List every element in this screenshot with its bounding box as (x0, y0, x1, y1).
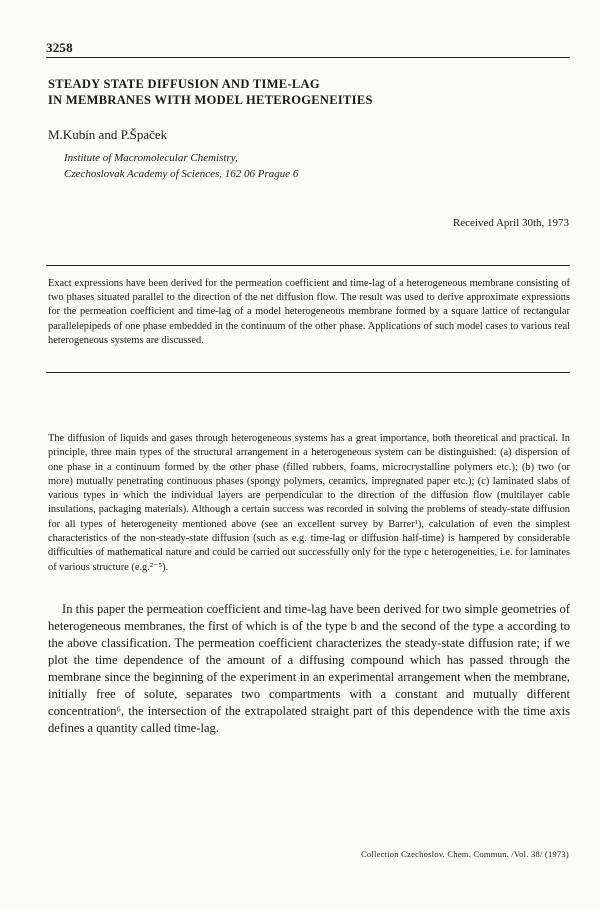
title-line-1: STEADY STATE DIFFUSION AND TIME-LAG (48, 77, 320, 91)
authors: M.Kubín and P.Špaček (48, 127, 168, 142)
title-line-2: IN MEMBRANES WITH MODEL HETEROGENEITIES (48, 93, 373, 107)
abstract-bottom-rule (46, 372, 570, 373)
affiliation-line-1: Institute of Macromolecular Chemistry, (64, 152, 238, 164)
article-title (48, 76, 568, 108)
page-number: 3258 (46, 40, 73, 55)
body-paragraph: In this paper the permeation coefficient and time-lag have been derived for two simple geometries of heterogeneous membranes, the first of which is of the type b and the second of the type a according to the above classification. The permeation coefficient characterizes the steady-state diffusion rate; if we plot the time dependence of the amount of a diffusing compound which has passed through the membrane since the beginning of the experiment in an experimental arrangement when the membrane, initially free of solute, separates two compartments with a constant and mutually different concentration⁶, the intersection of the extrapolated straight part of this dependence with the time axis defines a quantity called time-lag. (48, 602, 570, 735)
affiliation (64, 150, 544, 182)
header-rule (46, 57, 570, 58)
abstract: Exact expressions have been derived for the permeation coefficient and time-lag of a heterogeneous membrane consisting of two phases situated parallel to the direction of the net diffusion flow. The result was used to derive approximate expressions for the permeation coefficient and time-lag of a model heterogeneous membrane formed by a square lattice of rectangular parallelepipeds of one phase embedded in the continuum of the other phase. Applications of such model cases to various real heterogeneous systems are discussed. (48, 278, 570, 346)
journal-footer: Collection Czechoslov. Chem. Commun. /Vol. 38/ (1973) (360, 849, 569, 859)
affiliation-line-2: Czechoslovak Academy of Sciences, 162 06 Prague 6 (64, 168, 299, 180)
received-date: Received April 30th, 1973 (452, 217, 569, 229)
abstract-top-rule (46, 265, 570, 266)
introduction-paragraph: The diffusion of liquids and gases through heterogeneous systems has a great importance, both theoretical and practical. In principle, three main types of the structural arrangement in a heterogeneous system can be distinguished: (a) dispersion of one phase in a continuum formed by the other phase (filled rubbers, foams, microcrystalline polymers etc.); (b) two (or more) mutually penetrating continuous phases (spongy polymers, ceramics, impregnated paper etc.); (c) laminated slabs of various types in which the individual layers are perpendicular to the direction of the diffusion flow (multilayer cable insulations, packaging materials). Although a certain success was recorded in solving the problems of steady-state diffusion for all types of heterogeneity mentioned above (see an excellent survey by Barrer¹), calculation of even the simplest characteristics of the non-steady-state diffusion (such as e.g. time-lag or diffusion half-time) is hampered by considerable difficulties of mathematical nature and could be carried out successfully only for the type c heterogeneities, i.e. for laminates of various structure (e.g.²⁻⁵). (48, 433, 570, 573)
